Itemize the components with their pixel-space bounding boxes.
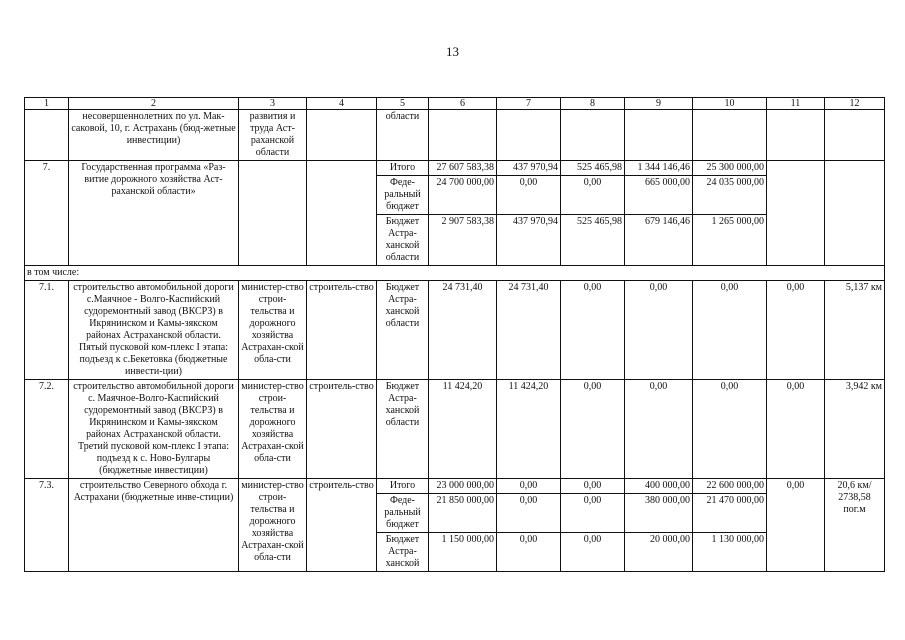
header-cell: 3	[239, 98, 307, 110]
value-cell: 20,6 км/ 2738,58 пог.м	[825, 479, 885, 572]
value-cell: 525 465,98	[561, 161, 625, 176]
source-cell: Бюджет Астра-ханской области	[377, 215, 429, 266]
name-cell: строительство автомобильной дороги с. Маячное-Волго-Каспийский судоремонтный завод (ВКСРЗ) в Икрянинском и Камы-зякском районах Астраханской области. Третий пусковой ком-плекс I этапа: подъезд к с. Ново-Булгары (бюджетные инвестиции)	[69, 380, 239, 479]
value-cell: 0,00	[497, 176, 561, 215]
header-cell: 11	[767, 98, 825, 110]
source-cell: Феде-ральный бюджет	[377, 494, 429, 533]
row-number: 7.	[25, 161, 69, 266]
table-row	[25, 479, 885, 494]
source-cell: области	[377, 110, 429, 161]
value-cell: 0,00	[561, 494, 625, 533]
value-cell: 1 265 000,00	[693, 215, 767, 266]
value-cell: 0,00	[767, 380, 825, 479]
header-cell: 10	[693, 98, 767, 110]
name-cell: строительство автомобильной дороги с.Маячное - Волго-Каспийский судоремонтный завод (ВКСРЗ) в Икрянинском и Камы-зякском районах Астраханской области. Пятый пусковой ком-плекс I этапа: подъезд к с.Бекетовка (бюджетные инвести-ции)	[69, 281, 239, 380]
value-cell: 0,00	[561, 533, 625, 572]
header-cell: 8	[561, 98, 625, 110]
value-cell: 24 731,40	[429, 281, 497, 380]
table-row	[25, 161, 885, 176]
source-cell: Итого	[377, 479, 429, 494]
source-cell: Феде-ральный бюджет	[377, 176, 429, 215]
value-cell: 27 607 583,38	[429, 161, 497, 176]
table-row	[25, 281, 885, 380]
value-cell: 0,00	[767, 281, 825, 380]
source-cell: Бюджет Астра-ханской области	[377, 380, 429, 479]
header-row	[25, 98, 885, 110]
value-cell: 0,00	[561, 281, 625, 380]
name-cell: Государственная программа «Раз-витие дорожного хозяйства Аст-раханской области»	[69, 161, 239, 266]
type-cell: строитель-ство	[307, 479, 377, 572]
value-cell: 400 000,00	[625, 479, 693, 494]
value-cell: 23 000 000,00	[429, 479, 497, 494]
value-cell: 0,00	[497, 494, 561, 533]
value-cell: 0,00	[561, 380, 625, 479]
executor-cell: министер-ство строи-тельства и дорожного хозяйства Астрахан-ской обла-сти	[239, 380, 307, 479]
value-cell: 380 000,00	[625, 494, 693, 533]
table-row	[25, 110, 885, 161]
value-cell: 0,00	[497, 533, 561, 572]
header-cell: 5	[377, 98, 429, 110]
header-cell: 1	[25, 98, 69, 110]
executor-cell: министер-ство строи-тельства и дорожного хозяйства Астрахан-ской обла-сти	[239, 479, 307, 572]
row-number: 7.3.	[25, 479, 69, 572]
value-cell: 0,00	[767, 479, 825, 572]
header-cell: 9	[625, 98, 693, 110]
page-number: 13	[446, 44, 459, 59]
value-cell: 24 035 000,00	[693, 176, 767, 215]
value-cell: 24 731,40	[497, 281, 561, 380]
type-cell: строитель-ство	[307, 281, 377, 380]
value-cell: 525 465,98	[561, 215, 625, 266]
value-cell: 24 700 000,00	[429, 176, 497, 215]
value-cell: 1 344 146,46	[625, 161, 693, 176]
value-cell: 11 424,20	[429, 380, 497, 479]
header-cell: 7	[497, 98, 561, 110]
source-cell: Бюджет Астра-ханской области	[377, 281, 429, 380]
value-cell: 1 150 000,00	[429, 533, 497, 572]
value-cell: 665 000,00	[625, 176, 693, 215]
executor-cell: развития и труда Аст-раханской области	[239, 110, 307, 161]
budget-table	[24, 97, 885, 572]
value-cell: 5,137 км	[825, 281, 885, 380]
value-cell: 0,00	[497, 479, 561, 494]
including-label: в том числе:	[25, 266, 885, 281]
value-cell: 25 300 000,00	[693, 161, 767, 176]
executor-cell: министер-ство строи-тельства и дорожного хозяйства Астрахан-ской обла-сти	[239, 281, 307, 380]
row-number: 7.2.	[25, 380, 69, 479]
value-cell: 0,00	[625, 380, 693, 479]
source-cell: Бюджет Астра-ханской	[377, 533, 429, 572]
value-cell: 22 600 000,00	[693, 479, 767, 494]
value-cell: 0,00	[625, 281, 693, 380]
value-cell: 11 424,20	[497, 380, 561, 479]
header-cell: 2	[69, 98, 239, 110]
value-cell: 1 130 000,00	[693, 533, 767, 572]
type-cell: строитель-ство	[307, 380, 377, 479]
row-number: 7.1.	[25, 281, 69, 380]
table-row	[25, 266, 885, 281]
header-cell: 12	[825, 98, 885, 110]
value-cell: 437 970,94	[497, 215, 561, 266]
header-cell: 6	[429, 98, 497, 110]
value-cell: 0,00	[693, 380, 767, 479]
value-cell: 0,00	[561, 479, 625, 494]
name-cell: строительство Северного обхода г. Астрахани (бюджетные инве-стиции)	[69, 479, 239, 572]
table-row	[25, 380, 885, 479]
value-cell: 2 907 583,38	[429, 215, 497, 266]
value-cell: 20 000,00	[625, 533, 693, 572]
value-cell: 3,942 км	[825, 380, 885, 479]
value-cell: 679 146,46	[625, 215, 693, 266]
value-cell: 21 470 000,00	[693, 494, 767, 533]
value-cell: 21 850 000,00	[429, 494, 497, 533]
value-cell: 0,00	[693, 281, 767, 380]
header-cell: 4	[307, 98, 377, 110]
value-cell: 437 970,94	[497, 161, 561, 176]
source-cell: Итого	[377, 161, 429, 176]
value-cell: 0,00	[561, 176, 625, 215]
name-cell: несовершеннолетних по ул. Мак-саковой, 10, г. Астрахань (бюд-жетные инвестиции)	[69, 110, 239, 161]
